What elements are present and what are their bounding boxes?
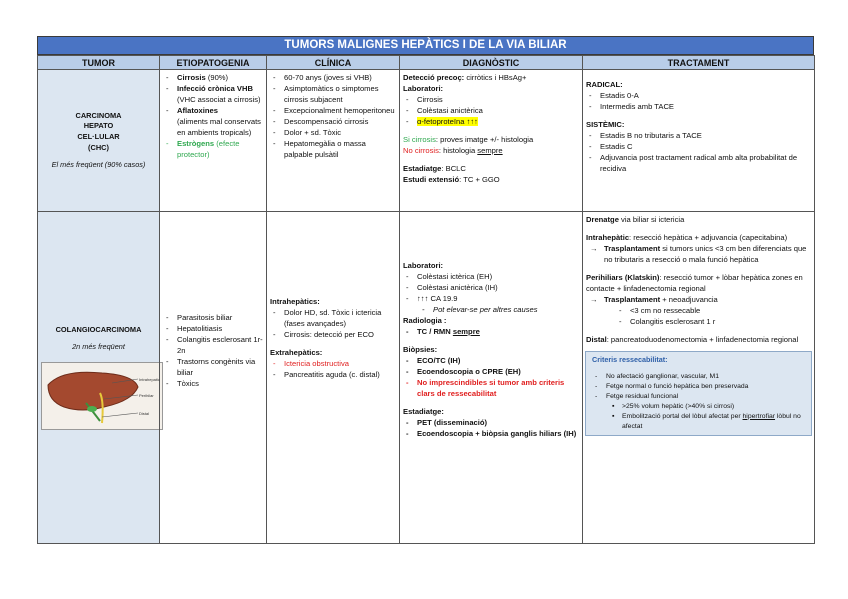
section-label-text: RADICAL	[586, 80, 621, 89]
list-item: - Colèstasi anictèrica (IH)	[417, 282, 579, 293]
histology-line	[403, 145, 579, 156]
list-item: - Excepcionalment hemoperitoneu	[284, 105, 396, 116]
list-item: - Hepatolitiasis	[177, 323, 263, 334]
transplant-neoadj-line	[586, 294, 811, 305]
list-item: - <3 cm no ressecable	[630, 305, 811, 316]
section-label: Radiologia :	[403, 316, 447, 325]
tumor-colangio-cell	[38, 212, 160, 544]
clinica-colangio-cell	[267, 212, 400, 544]
tumor-name-line: HEPATO	[83, 121, 114, 131]
detection-line	[403, 72, 579, 83]
list-item: - Colangitis esclerosant 1r-2n	[177, 334, 263, 356]
list-item: - Dolor + sd. Tòxic	[284, 127, 396, 138]
list-item: - Ecoendoscopia o CPRE (EH)	[417, 366, 579, 377]
imaging-line	[403, 134, 579, 145]
bold-term: Aflatoxines	[177, 106, 218, 115]
bold-term: Infecció crònica VHB	[177, 84, 253, 93]
term-detail: : resecció tumor + lòbar hepàtica zones en contacte + linfadenectomia regional	[586, 273, 803, 293]
highlight-afp	[417, 117, 478, 126]
list-item: - Hepatomegàlia o massa palpable pulsàtil	[284, 138, 396, 160]
diagnostic-colangio-cell	[400, 212, 583, 544]
bold-term: Perihiliars (Klatskin)	[586, 273, 660, 282]
transplant-line	[586, 243, 811, 265]
bold-term: Detecció precoç:	[403, 73, 465, 82]
tumor-name-line: COLANGIOCARCINOMA	[55, 324, 142, 334]
list-item	[177, 105, 263, 138]
list-item: - Colèstasi anictèrica	[417, 105, 579, 116]
bold-term: Estadiatge	[403, 164, 442, 173]
header-row	[38, 56, 815, 70]
list-item: - Trastorns congènits via biliar	[177, 356, 263, 378]
list-item: - ECO/TC (IH)	[417, 355, 579, 366]
list-item	[417, 293, 579, 315]
bold-term: Trasplantament	[604, 295, 661, 304]
section-label: Intrahepàtics:	[270, 297, 320, 306]
term-detail: : TC + GGO	[459, 175, 500, 184]
list-item: - Colèstasi ictèrica (EH)	[417, 271, 579, 282]
bold-term: Trasplantament	[604, 244, 661, 253]
list-item	[177, 138, 263, 160]
term-detail: (90%)	[205, 73, 229, 82]
colored-term: No cirrosis	[403, 146, 439, 155]
term-detail: (efecte protector)	[177, 139, 240, 159]
etio-colangio-cell	[160, 212, 267, 544]
term-detail: : histologia	[438, 146, 478, 155]
term-detail: : BCLC	[441, 164, 466, 173]
tumors-table	[37, 55, 815, 544]
image-label: Intrahepatic	[139, 377, 160, 383]
tractament-chc-cell	[583, 70, 815, 212]
colored-term: Si cirrosis	[403, 135, 436, 144]
box-title: Criteris ressecabilitat:	[592, 355, 668, 364]
underlined-term: sempre	[452, 327, 480, 336]
table-row-chc	[38, 70, 815, 212]
tumor-note: El més freqüent (90% casos)	[51, 159, 146, 169]
section-label: Laboratori:	[403, 261, 444, 270]
bold-term: Drenatge	[586, 215, 619, 224]
section-label: SISTÈMIC:	[586, 120, 625, 129]
list-item: - 60-70 anys (joves si VHB)	[284, 72, 396, 83]
clinica-chc-cell	[267, 70, 400, 212]
term-detail: si tumors unics <3 cm ben diferenciats que no tributaris a resecció o mala funció hepàtica	[604, 244, 807, 264]
arrow-right-icon: →	[590, 244, 598, 253]
list-item	[177, 72, 263, 83]
section-label: Biòpsies:	[403, 345, 438, 354]
drainage-line	[586, 214, 811, 225]
list-item: - Tòxics	[177, 378, 263, 389]
list-item: - Dolor HD, sd. Tòxic i ictericia (fases avançades)	[284, 307, 396, 329]
header-etiopatogenia: ETIOPATOGENIA	[160, 56, 267, 70]
list-item: - No imprescindibles si tumor amb criteris clars de ressecabilitat	[417, 377, 579, 399]
term-detail: (VHC associat a cirrosis)	[177, 95, 261, 104]
arrow-right-icon: →	[590, 295, 598, 304]
afp-label: α-fetoproteïna	[417, 117, 465, 126]
tumor-name-line: CARCINOMA	[75, 110, 122, 120]
list-item: - Intermedis amb TACE	[600, 101, 811, 112]
list-item	[606, 392, 805, 431]
resectability-box	[585, 351, 812, 436]
bold-term: Distal	[586, 335, 607, 344]
diagnostic-chc-cell	[400, 70, 583, 212]
list-item: - Colangitis esclerosant 1 r	[630, 316, 811, 327]
header-tumor: TUMOR	[38, 56, 160, 70]
summary-sheet	[37, 36, 814, 544]
list-item: - Estadis 0-A	[600, 90, 811, 101]
list-item: - Fetge normal o funció hepàtica ben preservada	[606, 382, 805, 392]
section-label: Laboratori:	[403, 84, 444, 93]
up-arrows-icon: ↑↑↑	[466, 117, 478, 126]
etio-chc-cell	[160, 70, 267, 212]
list-item: - Cirrosis: detecció per ECO	[284, 329, 396, 340]
imaging-term: TC / RMN	[417, 327, 453, 336]
list-item: - Cirrosis	[417, 94, 579, 105]
term-detail: cirròtics i HBsAg+	[464, 73, 527, 82]
list-item-text: Fetge residual funcional	[606, 393, 679, 401]
list-item: - Ictericia obstructiva	[284, 358, 396, 369]
section-label: Estadiatge:	[403, 407, 444, 416]
list-item: ▪ >25% volum hepàtic (>40% si cirrosi)	[622, 402, 805, 412]
underlined-term: hipertrofiar	[742, 412, 776, 420]
list-item: - Parasitosis biliar	[177, 312, 263, 323]
list-item: - No afectació ganglionar, vascular, M1	[606, 372, 805, 382]
tractament-colangio-cell	[583, 212, 815, 544]
section-label: Extrahepàtics:	[270, 348, 323, 357]
list-item: - Adjuvancia post tractament radical amb alta probabilitat de recidiva	[600, 152, 811, 174]
list-item: - Estadis B no tributaris a TACE	[600, 130, 811, 141]
header-diagnostic: DIAGNÒSTIC	[400, 56, 583, 70]
page-title: TUMORS MALIGNES HEPÀTICS I DE LA VIA BILIAR	[37, 36, 814, 55]
list-item: - Ecoendoscopia + biòpsia ganglis hiliars (IH)	[417, 428, 579, 439]
tumor-name-line: (CHC)	[88, 142, 109, 152]
list-item	[622, 412, 805, 432]
marker-label: CA 19.9	[428, 294, 458, 303]
list-item: - Pancreatitis aguda (c. distal)	[284, 369, 396, 380]
extension-line	[403, 174, 579, 185]
term-detail: + neoadjuvancia	[660, 295, 718, 304]
section-label-text: SISTÈMIC	[586, 120, 622, 129]
term-detail: : pancreatoduodenomectomia + linfadenectomia regional	[606, 335, 799, 344]
term-detail: via biliar si ictericia	[618, 215, 685, 224]
intrahepatic-line	[586, 232, 811, 243]
term-detail: lòbul no afectat	[622, 412, 801, 430]
image-label: Perihilar	[139, 393, 154, 399]
list-item	[417, 326, 579, 337]
underlined-term: sempre	[477, 146, 503, 155]
staging-line	[403, 163, 579, 174]
image-label: Distal	[139, 411, 150, 417]
term-detail: (aliments mal conservats en ambients tropicals)	[177, 117, 261, 137]
list-item: - Asimptomàtics o simptomes cirrosis subjacent	[284, 83, 396, 105]
perihilar-line	[586, 272, 811, 294]
list-item: - PET (disseminació)	[417, 417, 579, 428]
bold-term: Estudi extensió	[403, 175, 460, 184]
distal-line	[586, 334, 811, 345]
term-detail: : proves imatge +/- histologia	[435, 135, 534, 144]
list-item: - Descompensació cirrosis	[284, 116, 396, 127]
term-detail: : resecció hepàtica + adjuvancia (capecitabina)	[629, 233, 788, 242]
tumor-name-line: CEL·LULAR	[77, 132, 120, 142]
list-item	[177, 83, 263, 105]
list-item: - Pot elevar-se per altres causes	[433, 304, 579, 315]
tumor-note: 2n més freqüent	[72, 341, 125, 351]
up-arrows-icon: ↑↑↑	[417, 294, 429, 303]
section-label: RADICAL:	[586, 80, 623, 89]
header-clinica: CLÍNICA	[267, 56, 400, 70]
list-item	[417, 116, 579, 127]
term-detail: Embolització portal del lòbul afectat per	[622, 412, 743, 420]
tumor-chc-cell	[38, 70, 160, 212]
bold-term: Intrahepàtic	[586, 233, 630, 242]
list-item: - Estadis C	[600, 141, 811, 152]
bold-term: Estrògens	[177, 139, 215, 148]
table-row-colangio	[38, 212, 815, 544]
header-tractament: TRACTAMENT	[583, 56, 815, 70]
liver-illustration	[41, 362, 163, 430]
bold-term: Cirrosis	[177, 73, 206, 82]
